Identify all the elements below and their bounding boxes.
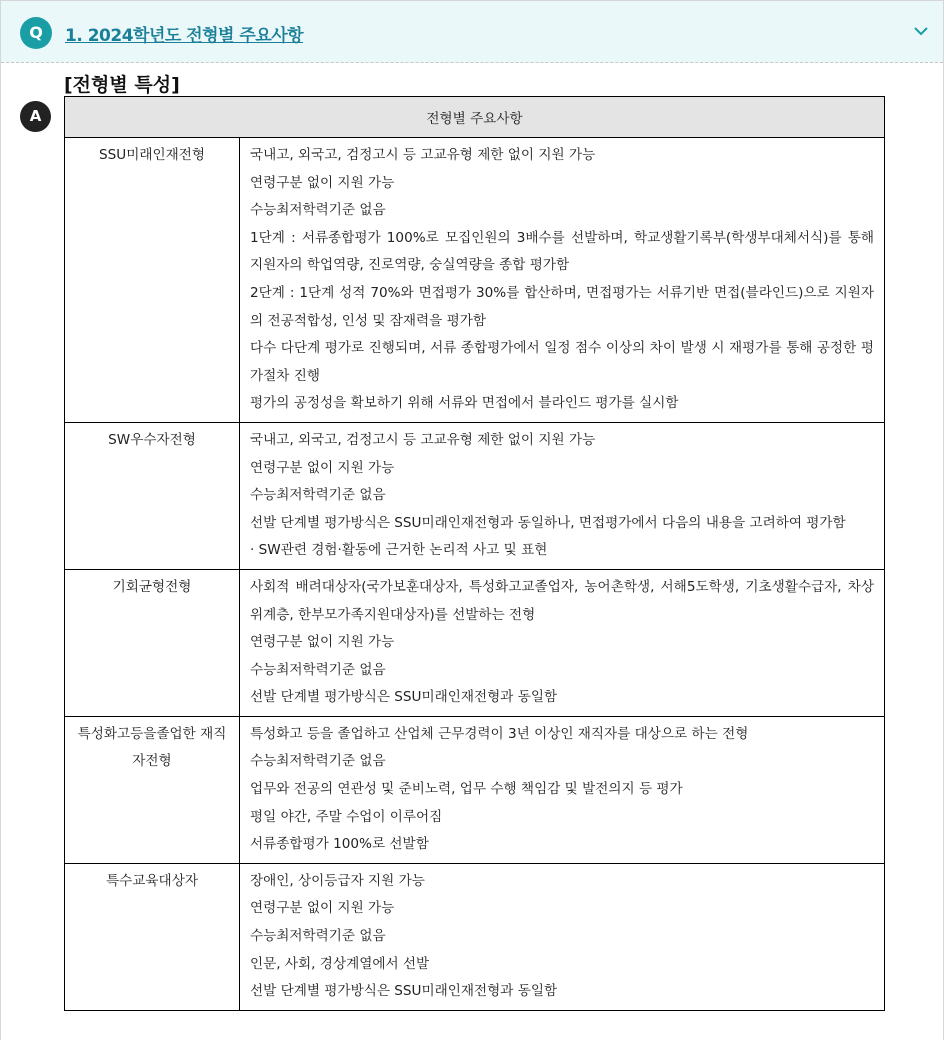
detail-line: 선발 단계별 평가방식은 SSU미래인재전형과 동일하나, 면접평가에서 다음의 내용을 고려하여 평가함 (250, 514, 846, 531)
admission-type-name: 특성화고등을졸업한 재직자전형 (65, 716, 240, 863)
admission-type-name: 기회균형전형 (65, 569, 240, 716)
detail-line: 2단계 : 1단계 성적 70%와 면접평가 30%를 합산하며, 면접평가는 서류기반 면접(블라인드)으로 지원자의 전공적합성, 인성 및 잠재력을 평가함 (250, 284, 874, 329)
detail-line: 연령구분 없이 지원 가능 (250, 459, 395, 476)
chevron-down-icon[interactable] (913, 23, 929, 39)
detail-line: 국내고, 외국고, 검정고시 등 고교유형 제한 없이 지원 가능 (250, 431, 596, 448)
detail-line: 연령구분 없이 지원 가능 (250, 900, 395, 917)
detail-line: · SW관련 경험·활동에 근거한 논리적 사고 및 표현 (250, 542, 548, 559)
detail-line: 평가의 공정성을 확보하기 위해 서류와 면접에서 블라인드 평가를 실시함 (250, 395, 679, 412)
detail-line: 1단계 : 서류종합평가 100%로 모집인원의 3배수를 선발하며, 학교생활기록부(학생부대체서식)를 통해 지원자의 학업역량, 진로역량, 숭실역량을 종합 평가함 (250, 229, 874, 274)
admission-type-details (240, 569, 885, 716)
question-title-link[interactable]: 1. 2024학년도 전형별 주요사항 (65, 26, 304, 46)
admission-types-table (64, 96, 885, 1011)
detail-line: 수능최저학력기준 없음 (250, 661, 386, 678)
detail-line: 평일 야간, 주말 수업이 이루어짐 (250, 808, 443, 825)
detail-line: 수능최저학력기준 없음 (250, 487, 386, 504)
detail-line: 서류종합평가 100%로 선발함 (250, 836, 429, 853)
detail-line: 선발 단계별 평가방식은 SSU미래인재전형과 동일함 (250, 983, 558, 1000)
table-header: 전형별 주요사항 (65, 97, 885, 138)
table-row (65, 863, 885, 1010)
table-row (65, 716, 885, 863)
admission-type-details (240, 716, 885, 863)
detail-line: 수능최저학력기준 없음 (250, 928, 386, 945)
admission-type-name: 특수교육대상자 (65, 863, 240, 1010)
detail-line: 국내고, 외국고, 검정고시 등 고교유형 제한 없이 지원 가능 (250, 147, 596, 163)
table-row (65, 138, 885, 423)
admission-type-name: SW우수자전형 (65, 422, 240, 569)
detail-line: 사회적 배려대상자(국가보훈대상자, 특성화고교졸업자, 농어촌학생, 서해5도학생, 기초생활수급자, 차상위계층, 한부모가족지원대상자)를 선발하는 전형 (250, 578, 874, 623)
table-row (65, 569, 885, 716)
answer-heading: [전형별 특성] (64, 74, 180, 96)
admission-type-details (240, 863, 885, 1010)
detail-line: 장애인, 상이등급자 지원 가능 (250, 872, 425, 889)
admission-type-details (240, 138, 885, 423)
detail-line: 연령구분 없이 지원 가능 (250, 174, 395, 191)
answer-badge-icon: A (20, 101, 51, 132)
faq-question-header[interactable] (1, 1, 943, 63)
detail-line: 다수 다단계 평가로 진행되며, 서류 종합평가에서 일정 점수 이상의 차이 발생 시 재평가를 통해 공정한 평가절차 진행 (250, 340, 874, 384)
question-badge-icon: Q (20, 17, 52, 49)
detail-line: 특성화고 등을 졸업하고 산업체 근무경력이 3년 이상인 재직자를 대상으로 하는 전형 (250, 725, 749, 742)
detail-line: 선발 단계별 평가방식은 SSU미래인재전형과 동일함 (250, 689, 558, 706)
admission-type-details (240, 422, 885, 569)
detail-line: 수능최저학력기준 없음 (250, 202, 386, 219)
detail-line: 연령구분 없이 지원 가능 (250, 634, 395, 651)
detail-line: 인문, 사회, 경상계열에서 선발 (250, 955, 430, 972)
detail-line: 업무와 전공의 연관성 및 준비노력, 업무 수행 책임감 및 발전의지 등 평가 (250, 781, 683, 798)
table-row (65, 422, 885, 569)
admission-type-name: SSU미래인재전형 (65, 138, 240, 423)
detail-line: 수능최저학력기준 없음 (250, 753, 386, 770)
